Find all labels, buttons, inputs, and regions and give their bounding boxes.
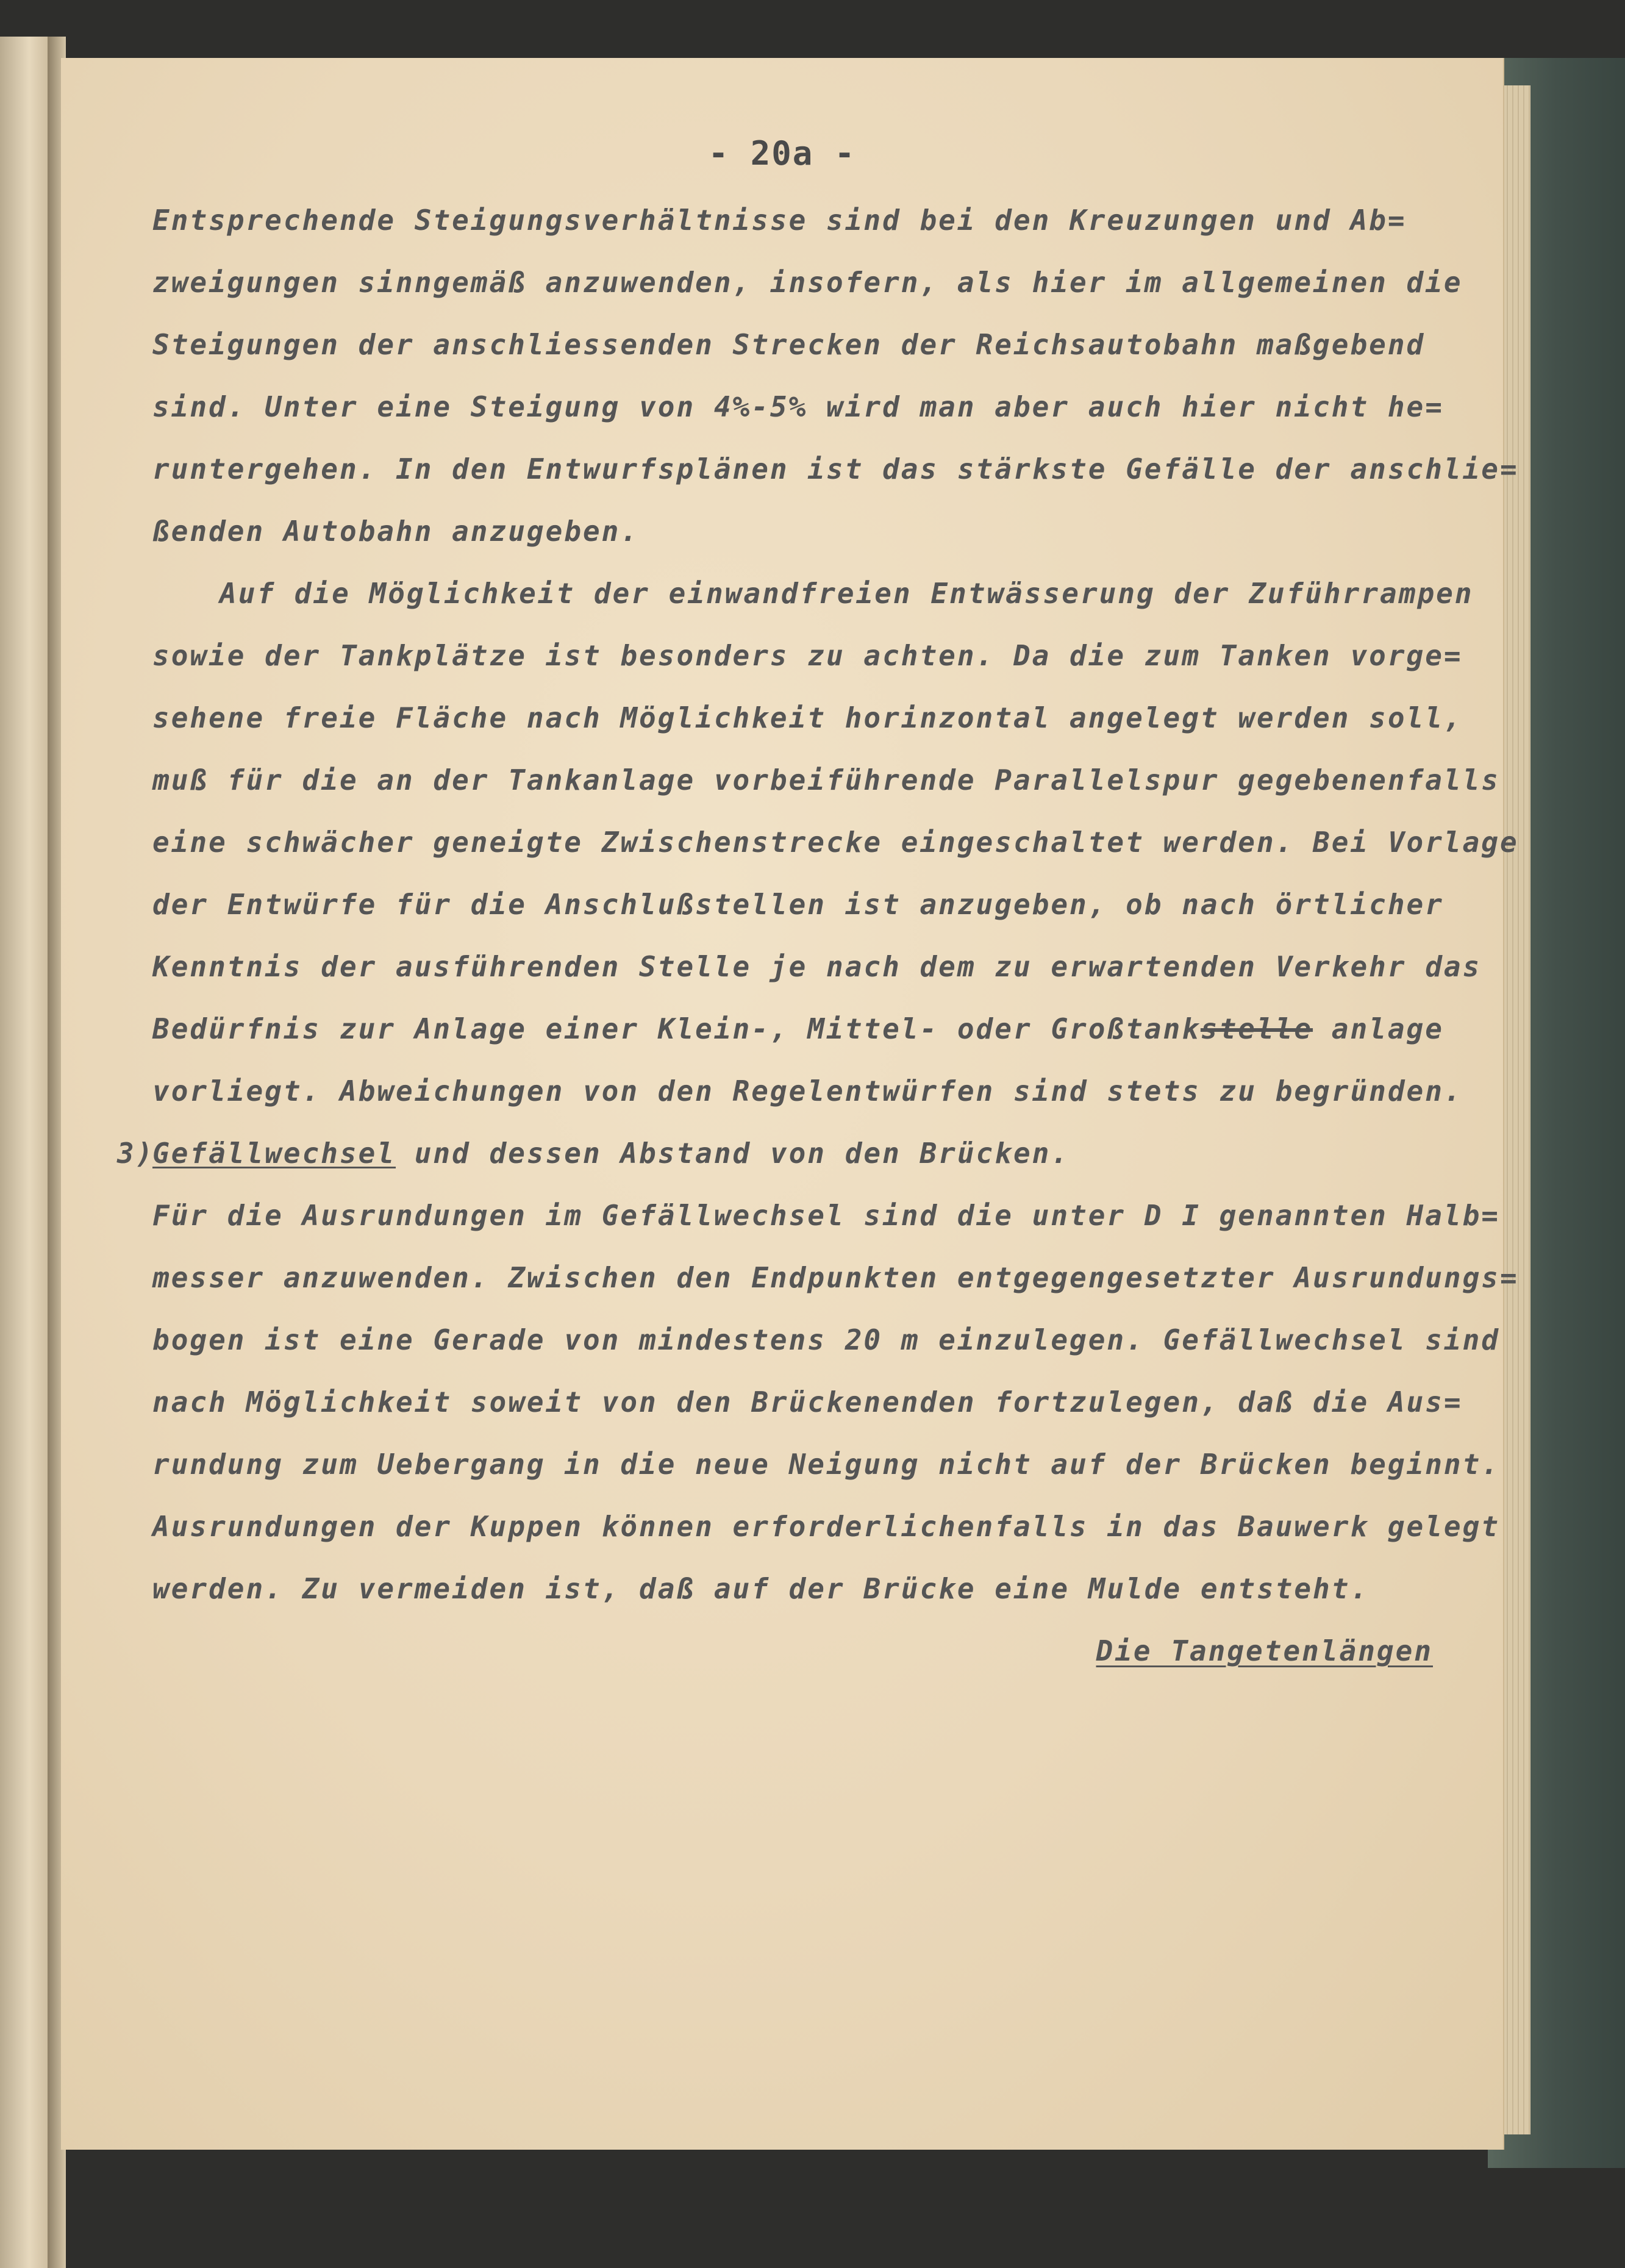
text-line: sehene freie Fläche nach Möglichkeit horinzontal angelegt werden soll, — [152, 701, 1463, 734]
page-number: - 20a - — [708, 134, 856, 173]
document-page — [61, 58, 1519, 2150]
text-line: Für die Ausrundungen im Gefällwechsel sind die unter D I genannten Halb= — [152, 1199, 1500, 1232]
text-line: muß für die an der Tankanlage vorbeiführende Parallelspur gegebenenfalls — [152, 764, 1500, 796]
text-fragment: Bedürfnis zur Anlage einer Klein-, Mittel- oder Großtank — [152, 1012, 1201, 1045]
body-text — [117, 189, 1519, 1682]
catchword: Die Tangetenlängen — [1096, 1634, 1433, 1667]
text-line: runtergehen. In den Entwurfsplänen ist das stärkste Gefälle der anschlie= — [152, 453, 1519, 485]
text-line: Steigungen der anschliessenden Strecken der Reichsautobahn maßgebend — [152, 328, 1426, 361]
struck-text: stelle — [1200, 1012, 1313, 1045]
text-line-with-strikeout — [152, 998, 1476, 1060]
text-line: Auf die Möglichkeit der einwandfreien Entwässerung der Zuführrampen — [220, 577, 1474, 610]
text-line: nach Möglichkeit soweit von den Brückenenden fortzulegen, daß die Aus= — [152, 1386, 1463, 1418]
previous-page-edge — [0, 37, 49, 2268]
underlined-heading: Gefällwechsel — [152, 1137, 396, 1170]
text-line: Kenntnis der ausführenden Stelle je nach dem zu erwartenden Verkehr das — [152, 950, 1482, 983]
text-line: sind. Unter eine Steigung von 4%-5% wird man aber auch hier nicht he= — [152, 390, 1444, 423]
section-heading-3 — [117, 1122, 1476, 1184]
text-line: zweigungen sinngemäß anzuwenden, insofern, als hier im allgemeinen die — [152, 266, 1463, 299]
text-line: der Entwürfe für die Anschlußstellen ist anzugeben, ob nach örtlicher — [152, 888, 1444, 921]
text-line: ßenden Autobahn anzugeben. — [152, 515, 640, 548]
text-line: messer anzuwenden. Zwischen den Endpunkten entgegengesetzter Ausrundungs= — [152, 1261, 1519, 1294]
text-line: Entsprechende Steigungsverhältnisse sind bei den Kreuzungen und Ab= — [152, 204, 1407, 237]
text-line: vorliegt. Abweichungen von den Regelentwürfen sind stets zu begründen. — [152, 1075, 1463, 1107]
text-line: Ausrundungen der Kuppen können erforderlichenfalls in das Bauwerk gelegt — [152, 1510, 1500, 1543]
text-line: rundung zum Uebergang in die neue Neigung nicht auf der Brücken beginnt. — [152, 1448, 1500, 1481]
text-line: sowie der Tankplätze ist besonders zu achten. Da die zum Tanken vorge= — [152, 639, 1463, 672]
text-line: bogen ist eine Gerade von mindestens 20 m einzulegen. Gefällwechsel sind — [152, 1323, 1500, 1356]
catchword-line — [152, 1620, 1476, 1682]
text-line: eine schwächer geneigte Zwischenstrecke eingeschaltet werden. Bei Vorlage — [152, 826, 1519, 859]
text-line: werden. Zu vermeiden ist, daß auf der Brücke eine Mulde entsteht. — [152, 1572, 1370, 1605]
text-fragment: anlage — [1313, 1012, 1444, 1045]
item-number: 3) — [117, 1137, 155, 1170]
heading-rest: und dessen Abstand von den Brücken. — [396, 1137, 1070, 1170]
